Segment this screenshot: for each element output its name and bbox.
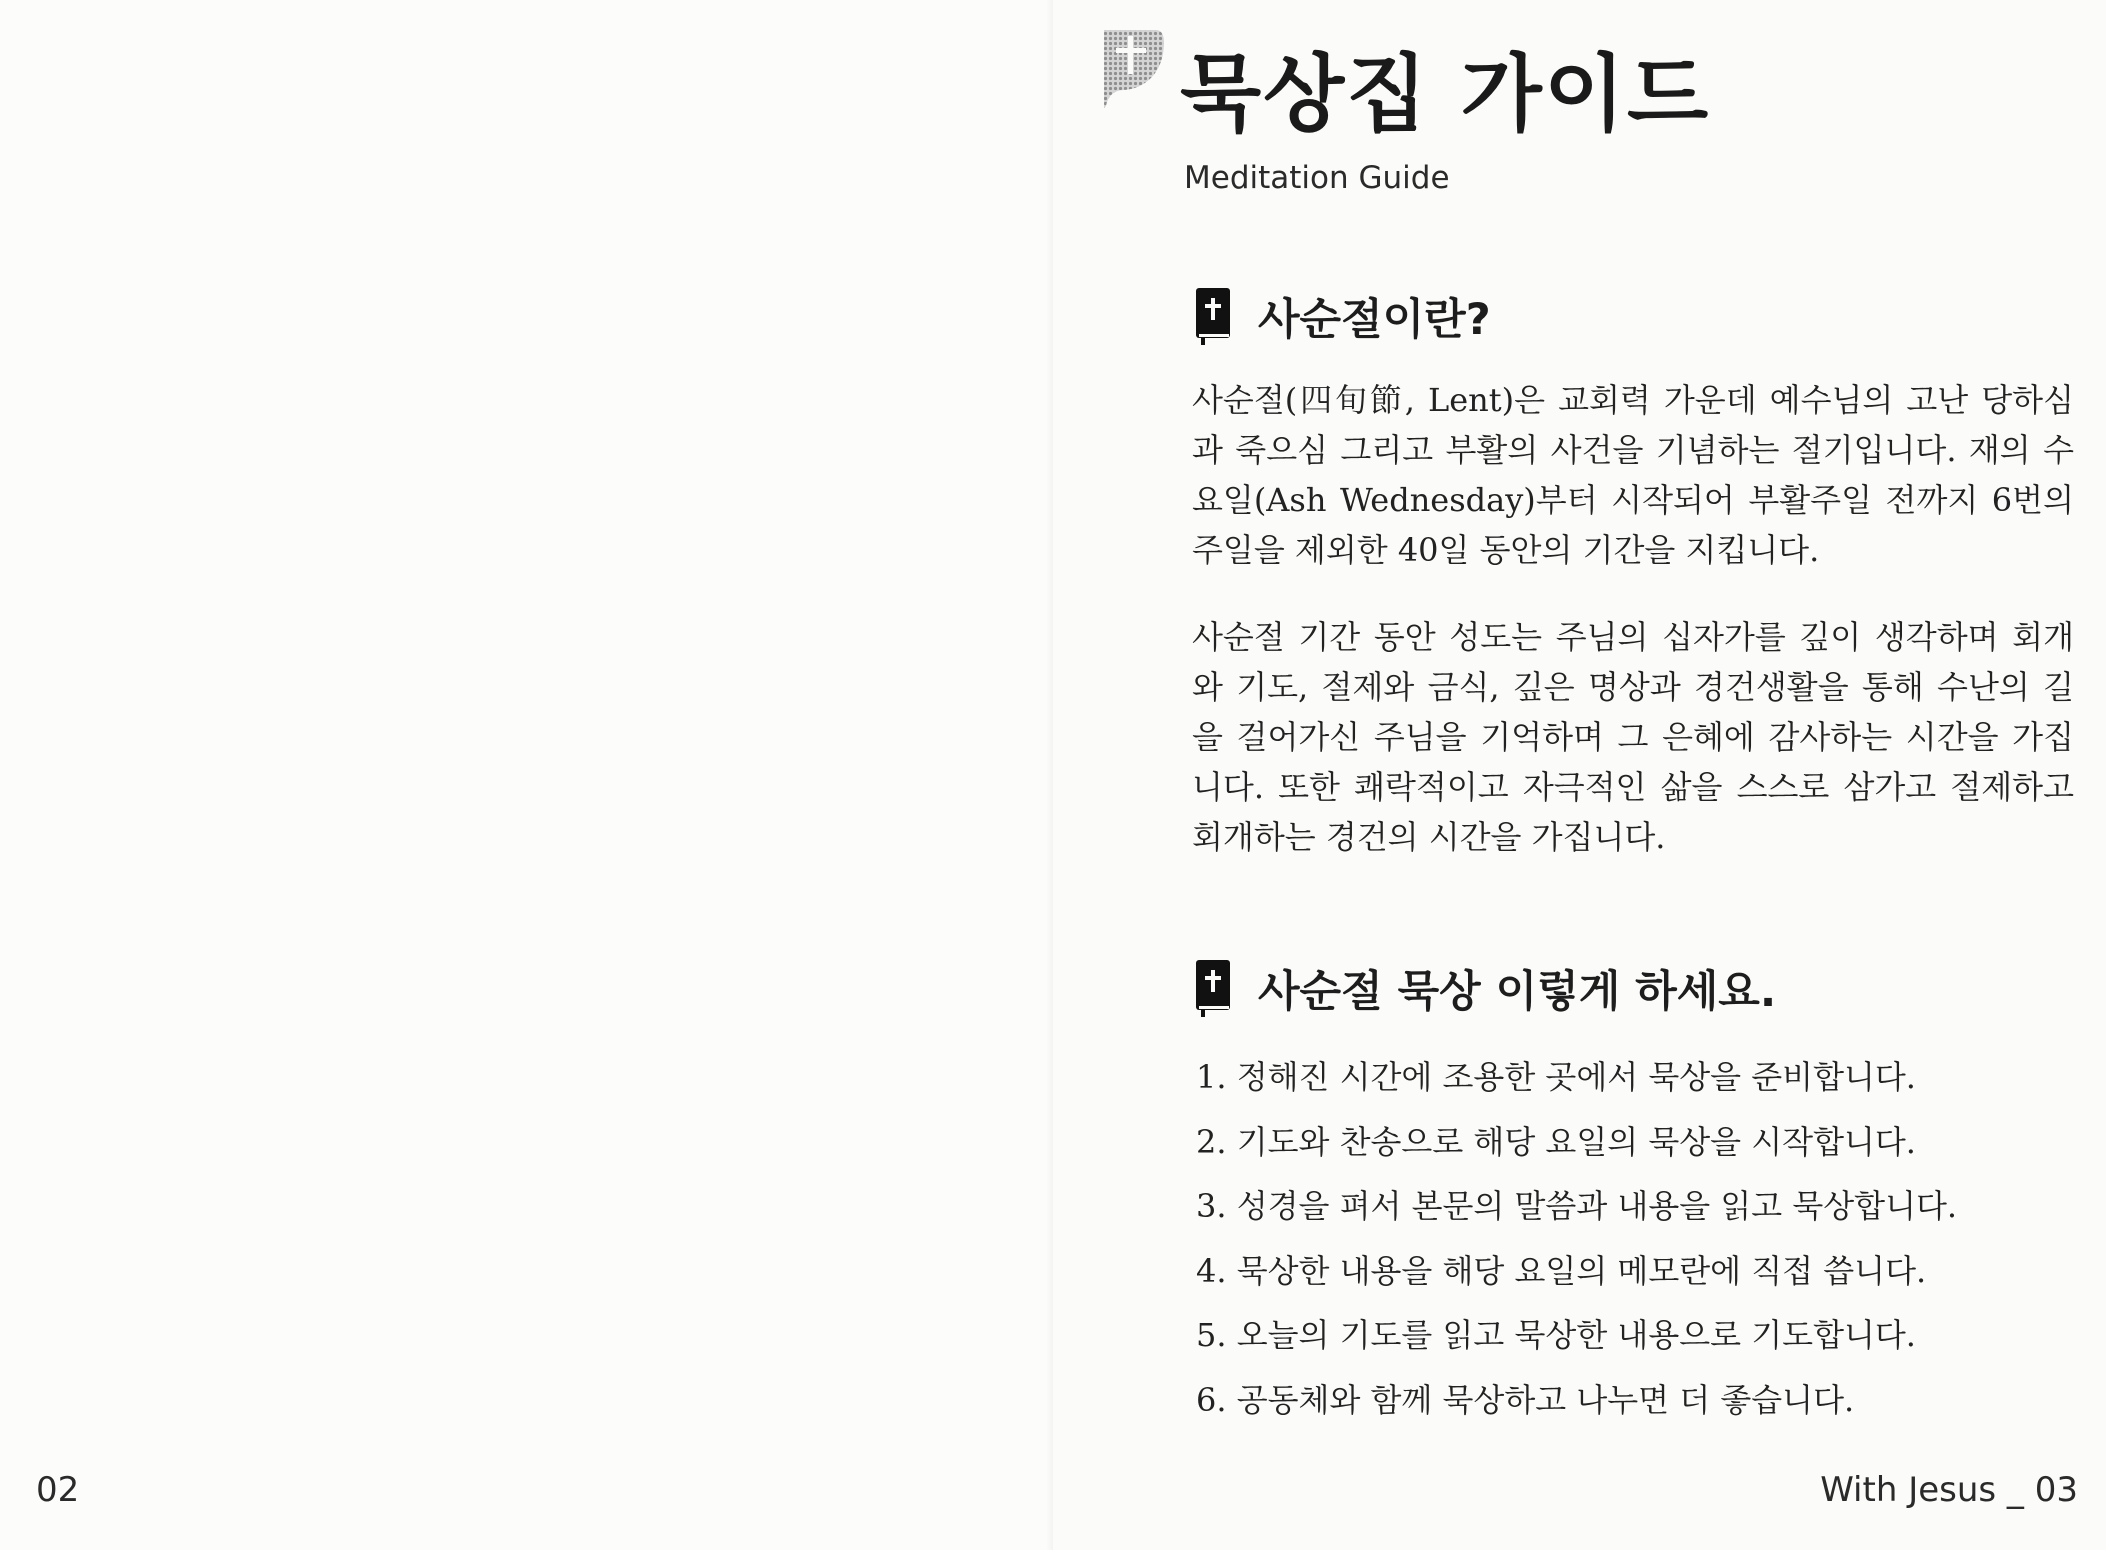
- section-title: 사순절이란?: [1258, 294, 1491, 345]
- list-item: 5. 오늘의 기도를 읽고 묵상한 내용으로 기도합니다.: [1196, 1316, 1916, 1354]
- section-heading-what-is-lent: [1194, 283, 1491, 349]
- list-item: 4. 묵상한 내용을 해당 요일의 메모란에 직접 씁니다.: [1196, 1251, 1927, 1290]
- page-subtitle: Meditation Guide: [1184, 160, 1450, 196]
- list-item: 2. 기도와 찬송으로 해당 요일의 묵상을 시작합니다.: [1196, 1122, 1916, 1161]
- left-page-number: 02: [36, 1470, 80, 1510]
- paragraph-lent-practice: 사순절 기간 동안 성도는 주님의 십자가를 깊이 생각하며 회개와 기도, 절제와 금식, 깊은 명상과 경건생활을 통해 수난의 길을 걸어가신 주님을 기억하며 그 은혜에 감사하는 시간을 가집니다. 또한 쾌락적이고 자극적인 삶을 스스로 삼가고 절제하고 회개하는 경건의 시간을 가집니다.: [1192, 618, 2074, 856]
- meditation-steps-list: [1196, 1045, 1957, 1432]
- right-page-folio: With Jesus _ 03: [1820, 1470, 2078, 1510]
- section-heading-how-to-meditate: [1194, 955, 1776, 1021]
- dotted-leaf-cross-icon: [1098, 26, 1166, 112]
- bible-book-icon: [1194, 958, 1232, 1018]
- list-item: 3. 성경을 펴서 본문의 말씀과 내용을 읽고 묵상합니다.: [1196, 1187, 1958, 1225]
- paragraph-lent-definition: 사순절(四旬節, Lent)은 교회력 가운데 예수님의 고난 당하심과 죽으심 그리고 부활의 사건을 기념하는 절기입니다. 재의 수요일(Ash Wednesday)부터 시작되어 부활주일 전까지 6번의 주일을 제외한 40일 동안의 기간을 지킵니다.: [1192, 381, 2074, 569]
- list-item: 1. 정해진 시간에 조용한 곳에서 묵상을 준비합니다.: [1196, 1058, 1916, 1096]
- page-title: 묵상집 가이드: [1180, 45, 1711, 143]
- section-title: 사순절 묵상 이렇게 하세요.: [1258, 966, 1777, 1017]
- bible-book-icon: [1194, 286, 1232, 346]
- list-item: 6. 공동체와 함께 묵상하고 나누면 더 좋습니다.: [1196, 1380, 1855, 1419]
